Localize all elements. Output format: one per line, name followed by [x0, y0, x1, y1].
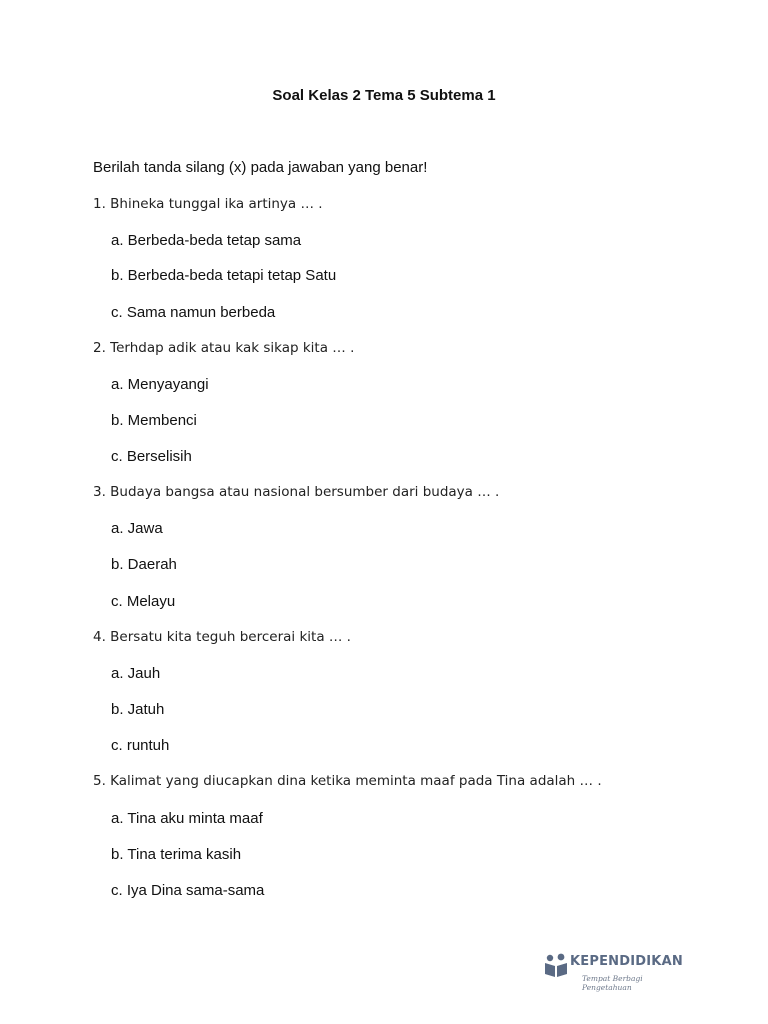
- question-2-option-a: a. Menyayangi: [111, 376, 209, 393]
- instruction-text: Berilah tanda silang (x) pada jawaban yang benar!: [93, 159, 428, 176]
- question-2: 2. Terhdap adik atau kak sikap kita … .: [93, 340, 355, 356]
- people-book-icon: [544, 953, 568, 979]
- question-4-option-c: c. runtuh: [111, 737, 170, 754]
- question-4: 4. Bersatu kita teguh bercerai kita … .: [93, 629, 351, 645]
- question-1-option-b: b. Berbeda-beda tetapi tetap Satu: [111, 267, 337, 284]
- question-3-option-c: c. Melayu: [111, 593, 176, 610]
- question-1-option-c: c. Sama namun berbeda: [111, 304, 276, 321]
- question-1-option-a: a. Berbeda-beda tetap sama: [111, 232, 302, 249]
- question-3-option-b: b. Daerah: [111, 556, 177, 573]
- logo-name: KEPENDIDIKAN: [570, 954, 683, 969]
- question-1: 1. Bhineka tunggal ika artinya … .: [93, 196, 323, 212]
- logo-tagline: Tempat Berbagi Pengetahuan: [582, 974, 643, 992]
- question-5-option-b: b. Tina terima kasih: [111, 846, 242, 863]
- question-3: 3. Budaya bangsa atau nasional bersumber dari budaya … .: [93, 484, 500, 500]
- question-3-option-a: a. Jawa: [111, 520, 163, 537]
- question-5-option-a: a. Tina aku minta maaf: [111, 810, 263, 827]
- question-4-option-a: a. Jauh: [111, 665, 161, 682]
- question-5: 5. Kalimat yang diucapkan dina ketika meminta maaf pada Tina adalah … .: [93, 773, 602, 789]
- kependidikan-logo: [544, 953, 684, 993]
- document-title: Soal Kelas 2 Tema 5 Subtema 1: [272, 87, 496, 104]
- question-2-option-b: b. Membenci: [111, 412, 197, 429]
- question-2-option-c: c. Berselisih: [111, 448, 192, 465]
- question-5-option-c: c. Iya Dina sama-sama: [111, 882, 265, 899]
- question-4-option-b: b. Jatuh: [111, 701, 165, 718]
